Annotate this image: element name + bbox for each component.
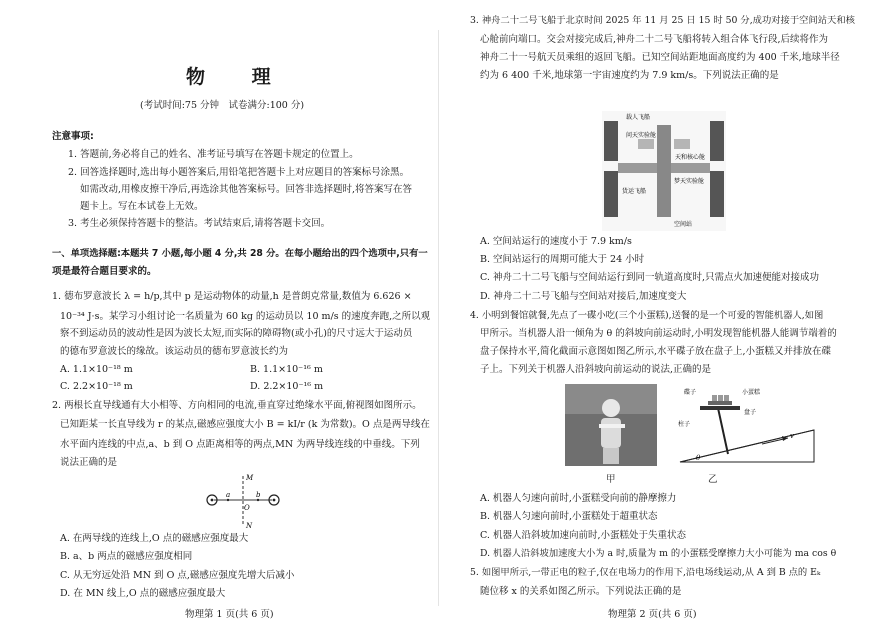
fig-label: 问天实验舱 (626, 132, 657, 139)
label-b: b (256, 491, 261, 499)
q1-line: 的德布罗意波长的缘故。该运动员的德布罗意波长约为 (60, 346, 289, 357)
cake-icon (712, 395, 717, 401)
q2-line: 2. 两根长直导线通有大小相等、方向相同的电流,垂直穿过绝缘水平面,俯视图如图所示。 (52, 400, 422, 411)
notice-item: 2. 回答选择题时,选出每小题答案后,用铅笔把答题卡上对应题目的答案标号涂黑。 (68, 167, 410, 178)
solar-panel-icon (604, 121, 618, 161)
q4-line: 盘子保持水平,简化截面示意图如图乙所示,水平碟子放在盘子上,小蛋糕又并排放在碟 (480, 346, 832, 357)
q5-line: 随位移 x 的关系如图乙所示。下列说法正确的是 (480, 586, 682, 597)
q1-line: 10⁻³⁴ J·s。某学习小组讨论一名质量为 60 kg 的运动员以 10 m/s 的速度奔跑,之所以观 (60, 311, 431, 322)
page-footer-left: 物理第 1 页(共 6 页) (185, 609, 274, 620)
q3-line: 神舟二十一号航天员乘组的返回飞船。已知空间站距地面高度约为 400 千米,地球半径 (480, 52, 840, 63)
svg-text:碟子: 碟子 (684, 389, 697, 396)
q3-line: 约为 6 400 千米,地球第一宇宙速度约为 7.9 km/s。下列说法正确的是 (480, 70, 779, 81)
tray-icon (700, 406, 740, 410)
fig-yi-label: 乙 (708, 474, 718, 485)
q4-line: 4. 小明到餐馆就餐,先点了一碟小吃(三个小蛋糕),送餐的是一个可爱的智能机器人,如图 (470, 310, 824, 321)
q3-option-d: D. 神舟二十二号飞船与空间站对接后,加速度变大 (480, 291, 687, 302)
notice-item: 1. 答题前,务必将自己的姓名、准考证号填写在答题卡规定的位置上。 (68, 149, 359, 160)
q2-option-b: B. a、b 两点的磁感应强度相同 (60, 551, 193, 562)
svg-text:θ: θ (696, 454, 701, 462)
q3-option-b: B. 空间站运行的周期可能大于 24 小时 (480, 254, 645, 265)
svg-text:盘子: 盘子 (744, 409, 757, 416)
space-station-figure (602, 111, 726, 231)
q3-option-a: A. 空间站运行的速度小于 7.9 km/s (480, 236, 632, 247)
q2-line: 水平面内连线的中点,a、b 到 O 点距离相等的两点,MN 为两导线连线的中垂线。下列 (60, 439, 420, 450)
section-heading-cont: 项是最符合题目要求的。 (52, 266, 157, 277)
q2-line: 已知距某一长直导线为 r 的某点,磁感应强度大小 B = kI/r (k 为常数)。O 点是两导线在 (60, 419, 430, 430)
page-footer-right: 物理第 2 页(共 6 页) (608, 609, 697, 620)
fig-label: 空间站 (674, 221, 693, 228)
label-m: M (246, 474, 254, 482)
q4-option-b: B. 机器人匀速向前时,小蛋糕处于超重状态 (480, 511, 658, 522)
q3-option-c: C. 神舟二十二号飞船与空间站运行到同一轨道高度时,只需点火加速便能对接成功 (480, 272, 819, 283)
core-module-icon (657, 125, 671, 217)
q5-line: 5. 如图甲所示,一带正电的粒子,仅在电场力的作用下,沿电场线运动,从 A 到 B 点的 Eₖ (470, 567, 821, 578)
q3-line: 心舱前向端口。交会对接完成后,神舟二十二号飞船将转入组合体飞行段,后续将作为 (480, 34, 829, 45)
notice-item: 3. 考生必须保持答题卡的整洁。考试结束后,请将答题卡交回。 (68, 218, 331, 229)
q1-option-c: C. 2.2×10⁻¹⁸ m (60, 381, 133, 392)
cake-icon (718, 395, 723, 401)
q2-option-a: A. 在两导线的连线上,O 点的磁感应强度最大 (60, 533, 249, 544)
fig-jia-label: 甲 (606, 474, 616, 485)
q2-line: 说法正确的是 (60, 457, 118, 468)
notice-item: 如需改动,用橡皮擦干净后,再选涂其他答案标号。回答非选择题时,将答案写在答 (80, 184, 413, 195)
robot-photo (565, 384, 657, 466)
fig-label: 载人飞船 (626, 114, 651, 121)
q4-option-c: C. 机器人沿斜坡加速向前时,小蛋糕处于失重状态 (480, 530, 686, 541)
cake-icon (724, 395, 729, 401)
svg-text:小蛋糕: 小蛋糕 (742, 389, 761, 396)
q3-line: 3. 神舟二十二号飞船于北京时间 2025 年 11 月 25 日 15 时 50 分,成功对接于空间站天和核 (470, 15, 855, 26)
q1-option-a: A. 1.1×10⁻¹⁸ m (60, 364, 133, 375)
notice-item: 题卡上。写在本试卷上无效。 (80, 201, 204, 212)
solar-panel-icon (710, 171, 724, 217)
label-n: N (246, 522, 253, 530)
fig-label: 梦天实验舱 (674, 178, 705, 185)
q4-option-d: D. 机器人沿斜坡加速度大小为 a 时,质量为 m 的小蛋糕受摩擦力大小可能为 ma cos θ (480, 548, 837, 559)
svg-text:v: v (790, 432, 794, 440)
q4-line: 甲所示。当机器人沿一倾角为 θ 的斜坡向前运动时,小明发现智能机器人能调节端着的 (480, 328, 837, 339)
q1-line: 察不到运动员的波动性是因为波长太短,而实际的障碍物(或小孔)的尺寸远大于运动员 (60, 328, 413, 339)
fig-label: 货运飞船 (622, 188, 647, 195)
label-o: O (244, 504, 250, 512)
right-page (440, 0, 870, 636)
plate-icon (708, 401, 732, 405)
fig-label: 天和核心舱 (675, 154, 706, 161)
solar-panel-icon (710, 121, 724, 161)
q4-option-a: A. 机器人匀速向前时,小蛋糕受向前的静摩擦力 (480, 493, 677, 504)
q2-option-c: C. 从无穷远处沿 MN 到 O 点,磁感应强度先增大后减小 (60, 570, 295, 581)
svg-text:柱子: 柱子 (678, 421, 691, 428)
q4-line: 子上。下列关于机器人沿斜坡向前运动的说法,正确的是 (480, 364, 712, 375)
q1-option-b: B. 1.1×10⁻¹⁶ m (250, 364, 323, 375)
q2-wire-diagram (200, 470, 290, 530)
slope-diagram (672, 384, 822, 468)
page-title: 物 理 (186, 66, 291, 88)
exam-info: (考试时间:75 分钟 试卷满分:100 分) (140, 100, 305, 111)
solar-panel-icon (604, 171, 618, 217)
section-heading: 一、单项选择题:本题共 7 小题,每小题 4 分,共 28 分。在每小题给出的四个选项中,只有一 (52, 248, 428, 259)
q1-option-d: D. 2.2×10⁻¹⁶ m (250, 381, 324, 392)
robot-head-icon (602, 399, 620, 417)
q2-option-d: D. 在 MN 线上,O 点的磁感应强度最大 (60, 588, 226, 599)
notice-heading: 注意事项: (52, 131, 94, 142)
label-a: a (226, 491, 231, 499)
q1-line: 1. 德布罗意波长 λ = h/p,其中 p 是运动物体的动量,h 是普朗克常量,数值为 6.626 × (52, 291, 412, 302)
